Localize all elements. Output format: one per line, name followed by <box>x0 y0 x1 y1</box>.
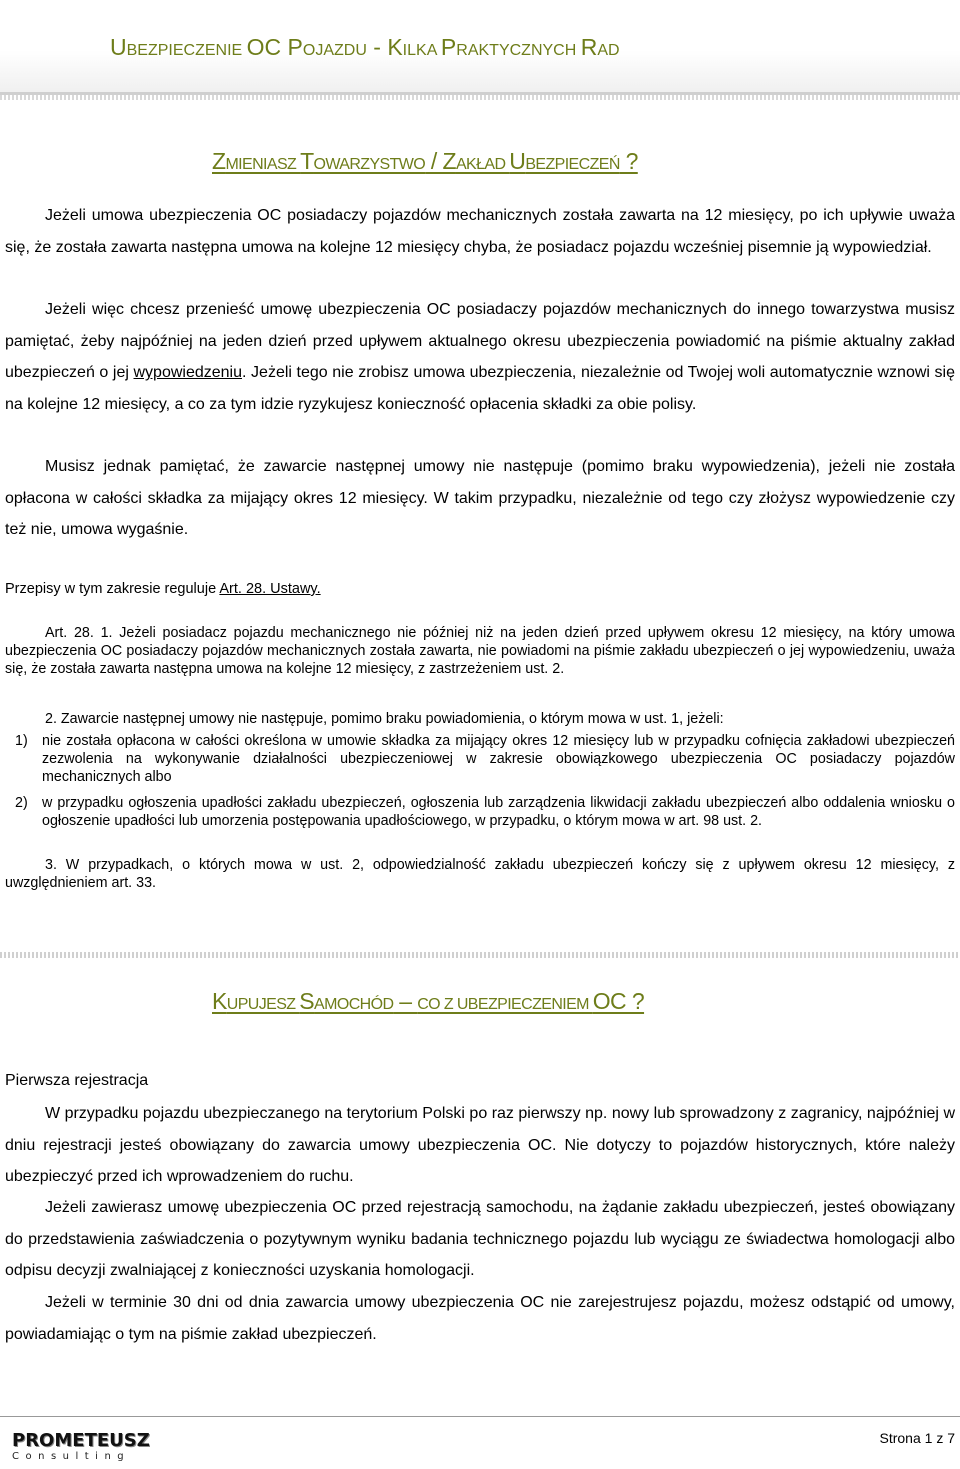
footer-divider <box>0 1416 960 1417</box>
paragraph: W przypadku pojazdu ubezpieczanego na terytorium Polski po raz pierwszy np. nowy lub sprowadzony z zagranicy, najpóźniej w dniu rejestracji jesteś obowiązany do zawarcia umowy ubezpieczenia OC. Nie dotyczy to pojazdów historycznych, które należy ubezpieczyć przed ich wprowadzeniem do ruchu. <box>5 1105 955 1186</box>
law-list-item: 2) w przypadku ogłoszenia upadłości zakładu ubezpieczeń, ogłoszenia lub zarządzenia likwidacji zakładu ubezpieczeń albo oddalenia wniosku o ogłoszenie upadłości lub umorzenia postępowania upadłościowego, w przypadku, o którym mowa w art. 98 ust. 2. <box>15 795 955 829</box>
article-28-link[interactable]: Art. 28. Ustawy. <box>219 581 321 597</box>
company-logo: PROMETEUSZ Consulting <box>12 1430 150 1462</box>
law-paragraph-1: Art. 28. 1. Jeżeli posiadacz pojazdu mechanicznego nie później niż na jeden dzień przed upływem okresu 12 miesięcy, na który umowa ubezpieczenia OC posiadaczy pojazdów mechanicznych została zawarta, nie powiadomi na piśmie zakładu ubezpieczeń o jej wypowiedzeniu, uważa się, że została zawarta następna umowa na kolejne 12 miesięcy, z zastrzeżeniem ust. 2. <box>5 625 955 677</box>
paragraph: Jeżeli w terminie 30 dni od dnia zawarcia umowy ubezpieczenia OC nie zarejestrujesz pojazdu, możesz odstąpić od umowy, powiadamiając o tym na piśmie zakład ubezpieczeń. <box>5 1294 955 1343</box>
section-title-change-insurer: ZMIENIASZ TOWARZYSTWO / ZAKŁAD UBEZPIECZEŃ ? <box>212 148 638 174</box>
document-title: UBEZPIECZENIE OC POJAZDU - KILKA PRAKTYCZNYCH RAD <box>110 34 620 60</box>
termination-link[interactable]: wypowiedzeniu <box>133 364 243 382</box>
paragraph: Musisz jednak pamiętać, że zawarcie następnej umowy nie następuje (pomimo braku wypowiedzenia), jeżeli nie została opłacona w całości składka za mijający okres 12 miesięcy. W takim przypadku, niezależnie od tego czy złożysz wypowiedzenie czy też nie, umowa wygaśnie. <box>5 458 955 539</box>
law-list-item: 1) nie została opłacona w całości określona w umowie składka za mijający okres 12 miesięcy lub w przypadku cofnięcia zakładowi ubezpieczeń zezwolenia na wykonywanie działalności ubezpieczeniowej w zakresie obowiązkowego ubezpieczenia OC posiadaczy pojazdów mechanicznych albo <box>15 733 955 785</box>
subheading-first-registration: Pierwsza rejestracja <box>5 1072 149 1089</box>
law-paragraph-3: 3. W przypadkach, o których mowa w ust. 2, odpowiedzialność zakładu ubezpieczeń kończy się z upływem okresu 12 miesięcy, z uwzględnieniem art. 33. <box>5 857 955 891</box>
paragraph: Jeżeli umowa ubezpieczenia OC posiadaczy pojazdów mechanicznych została zawarta na 12 miesięcy, po ich upływie uważa się, że została zawarta następna umowa na kolejne 12 miesięcy chyba, że posiadacz pojazdu wcześniej pisemnie ją wypowiedział. <box>5 207 955 256</box>
paragraph: Jeżeli więc chcesz przenieść umowę ubezpieczenia OC posiadaczy pojazdów mechanicznych do innego towarzystwa musisz pamiętać, żeby najpóźniej na jeden dzień przed upływem aktualnego okresu ubezpieczenia powiadomić na piśmie aktualny zakład ubezpieczeń o jej wypowiedzeniu. Jeżeli tego nie zrobisz umowa ubezpieczenia, niezależnie od Twojej woli automatycznie wznowi się na kolejne 12 miesięcy, a co za tym idzie ryzykujesz konieczność opłacenia składki za obie polisy. <box>5 301 955 413</box>
section-title-buying-car: KUPUJESZ SAMOCHÓD – CO Z UBEZPIECZENIEM OC ? <box>212 988 645 1014</box>
page-number: Strona 1 z 7 <box>879 1430 955 1446</box>
paragraph: Jeżeli zawierasz umowę ubezpieczenia OC przed rejestracją samochodu, na żądanie zakładu ubezpieczeń, jesteś obowiązany do przedstawienia zaświadczenia o pozytywnym wyniku badania technicznego pojazdu lub wyciągu ze świadectwa homologacji albo odpisu decyzji zwalniającej z konieczności uzyskania homologacji. <box>5 1199 955 1280</box>
regulation-note: Przepisy w tym zakresie reguluje Art. 28. Ustawy. <box>5 581 321 597</box>
section-divider <box>0 952 960 958</box>
law-paragraph-2: 2. Zawarcie następnej umowy nie następuje, pomimo braku powiadomienia, o którym mowa w ust. 1, jeżeli: <box>45 711 724 727</box>
page-header <box>0 0 960 95</box>
